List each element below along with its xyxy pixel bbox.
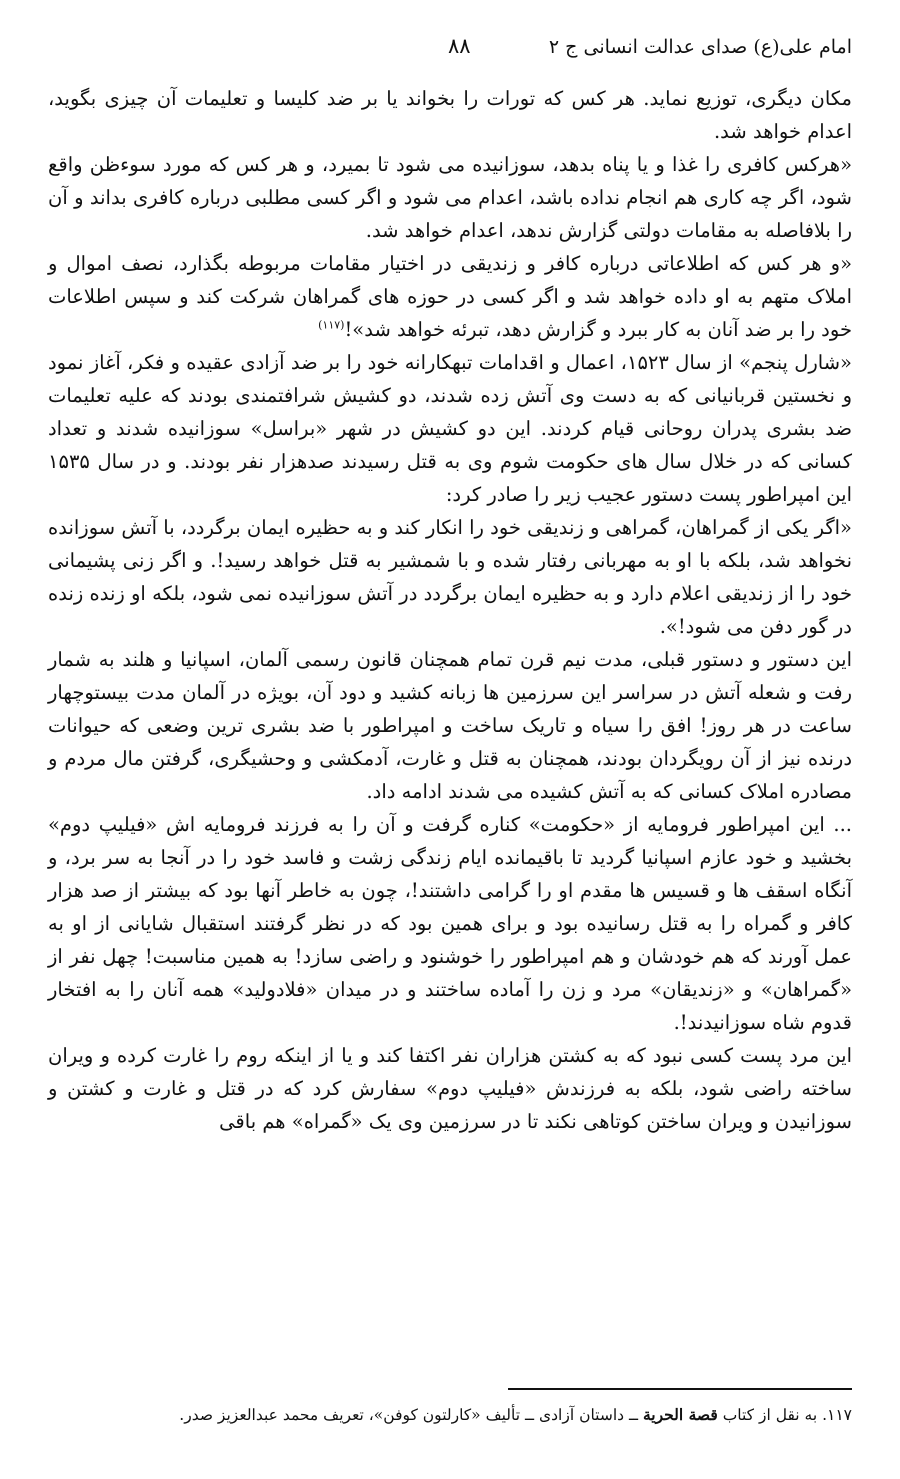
footnote-book-title: قصة الحریة	[642, 1405, 718, 1424]
running-title: امام علی(ع) صدای عدالت انسانی ج ۲	[548, 36, 852, 58]
page-number: ۸۸	[448, 34, 471, 58]
paragraph-text: «و هر کس که اطلاعاتی درباره کافر و زندیقی در اختیار مقامات مربوطه بگذارد، نصف اموال و املاک متهم به او داده خواهد شد و اگر کسی در حوزه های گمراهان شرکت کند و سپس اطلاعات خود را بر ضد آنان به کار ببرد و گزارش دهد، تبرئه خواهد شد»!	[48, 252, 852, 341]
page-header	[48, 30, 852, 70]
paragraph: «اگر یکی از گمراهان، گمراهی و زندیقی خود را انکار کند و به حظیره ایمان برگردد، با آتش سوزانده نخواهد شد، بلکه با او به مهربانی رفتار شده و با شمشیر به قتل خواهد رسید!. و اگر زنی پشیمانی خود را از زندیقی اعلام دارد و به حظیره ایمان برگردد در آتش سوزانیده نمی شود، بلکه او زنده زنده در گور دفن می شود!».	[48, 516, 852, 638]
footnote	[48, 1402, 852, 1428]
paragraph: ... این امپراطور فرومایه از «حکومت» کناره گرفت و آن را به فرزند فرومایه اش «فیلیپ دوم» بخشید و خود عازم اسپانیا گردید تا باقیمانده ایام زندگی زشت و فاسد خود را در آنجا به سر برد، و آنگاه اسقف ها و قسیس ها مقدم او را گرامی داشتند!، چون به خاطر آنها بود که بیشتر از صد هزار کافر و گمراه را به قتل رسانیده بود و برای همین بود که در نظر گرفتند استقبال شایانی از او به عمل آورند که هم خودشان و هم امپراطور را خوشنود و راضی سازد! به همین مناسبت! چهل نفر از «گمراهان» و «زندیقان» مرد و زن را آماده ساختند و در میدان «فلادولید» همه آنان را به افتخار قدوم شاه سوزانیدند!.	[48, 813, 852, 1034]
paragraph: «شارل پنجم» از سال ۱۵۲۳، اعمال و اقدامات تبهکارانه خود را بر ضد آزادی عقیده و فکر، آغاز نمود و نخستین قربانیانی که به دست وی آتش زده شدند، دو کشیش شرافتمندی بودند که علیه تعلیمات ضد بشری پدران روحانی قیام کردند. این دو کشیش در شهر «براسل» سوزانیده شدند و تعداد کسانی که در خلال سال های حکومت شوم وی به قتل رسیدند صدهزار نفر بودند. و در سال ۱۵۳۵ این امپراطور پست دستور عجیب زیر را صادر کرد:	[48, 351, 852, 506]
footnote-divider	[508, 1388, 852, 1390]
footnote-prefix: ۱۱۷. به نقل از کتاب	[717, 1406, 852, 1424]
paragraph-with-footnote	[48, 247, 852, 346]
body-text	[48, 82, 852, 1138]
paragraph: «هرکس کافری را غذا و یا پناه بدهد، سوزانیده می شود تا بمیرد، و هر کس که مورد سوءظن واقع شود، اگر چه کاری هم انجام نداده باشد، اعدام می شود و اگر کسی مطلبی درباره کافری بداند و آن را بلافاصله به مقامات دولتی گزارش ندهد، اعدام خواهد شد.	[48, 153, 852, 242]
paragraph: این دستور و دستور قبلی، مدت نیم قرن تمام همچنان قانون رسمی آلمان، اسپانیا و هلند به شمار رفت و شعله آتش در سراسر این سرزمین ها زبانه کشید و دود آن، بویژه در آلمان مدت بیستوچهار ساعت در هر روز! افق را سیاه و تاریک ساخت و امپراطور با ضد بشری ترین وضعی که حیوانات درنده نیز از آن رویگردان بودند، همچنان به قتل و غارت، آدمکشی و وحشیگری، گرفتن مال مردم و مصادره املاک کسانی که به آتش کشیده می شدند ادامه داد.	[48, 648, 852, 803]
paragraph: مکان دیگری، توزیع نماید. هر کس که تورات را بخواند یا بر ضد کلیسا و تعلیمات آن چیزی بگوید، اعدام خواهد شد.	[48, 87, 852, 143]
footnote-reference: (۱۱۷)	[318, 318, 345, 332]
paragraph: این مرد پست کسی نبود که به کشتن هزاران نفر اکتفا کند و یا از اینکه روم را غارت کرده و ویران ساخته راضی شود، بلکه به فرزندش «فیلیپ دوم» سفارش کرد که در قتل و غارت و کشتن و سوزانیدن و ویران ساختن کوتاهی نکند تا در سرزمین وی یک «گمراه» هم باقی	[48, 1044, 852, 1133]
footnote-suffix: ــ داستان آزادی ــ تألیف «کارلتون کوفن»، تعریف محمد عبدالعزیز صدر.	[179, 1406, 643, 1424]
